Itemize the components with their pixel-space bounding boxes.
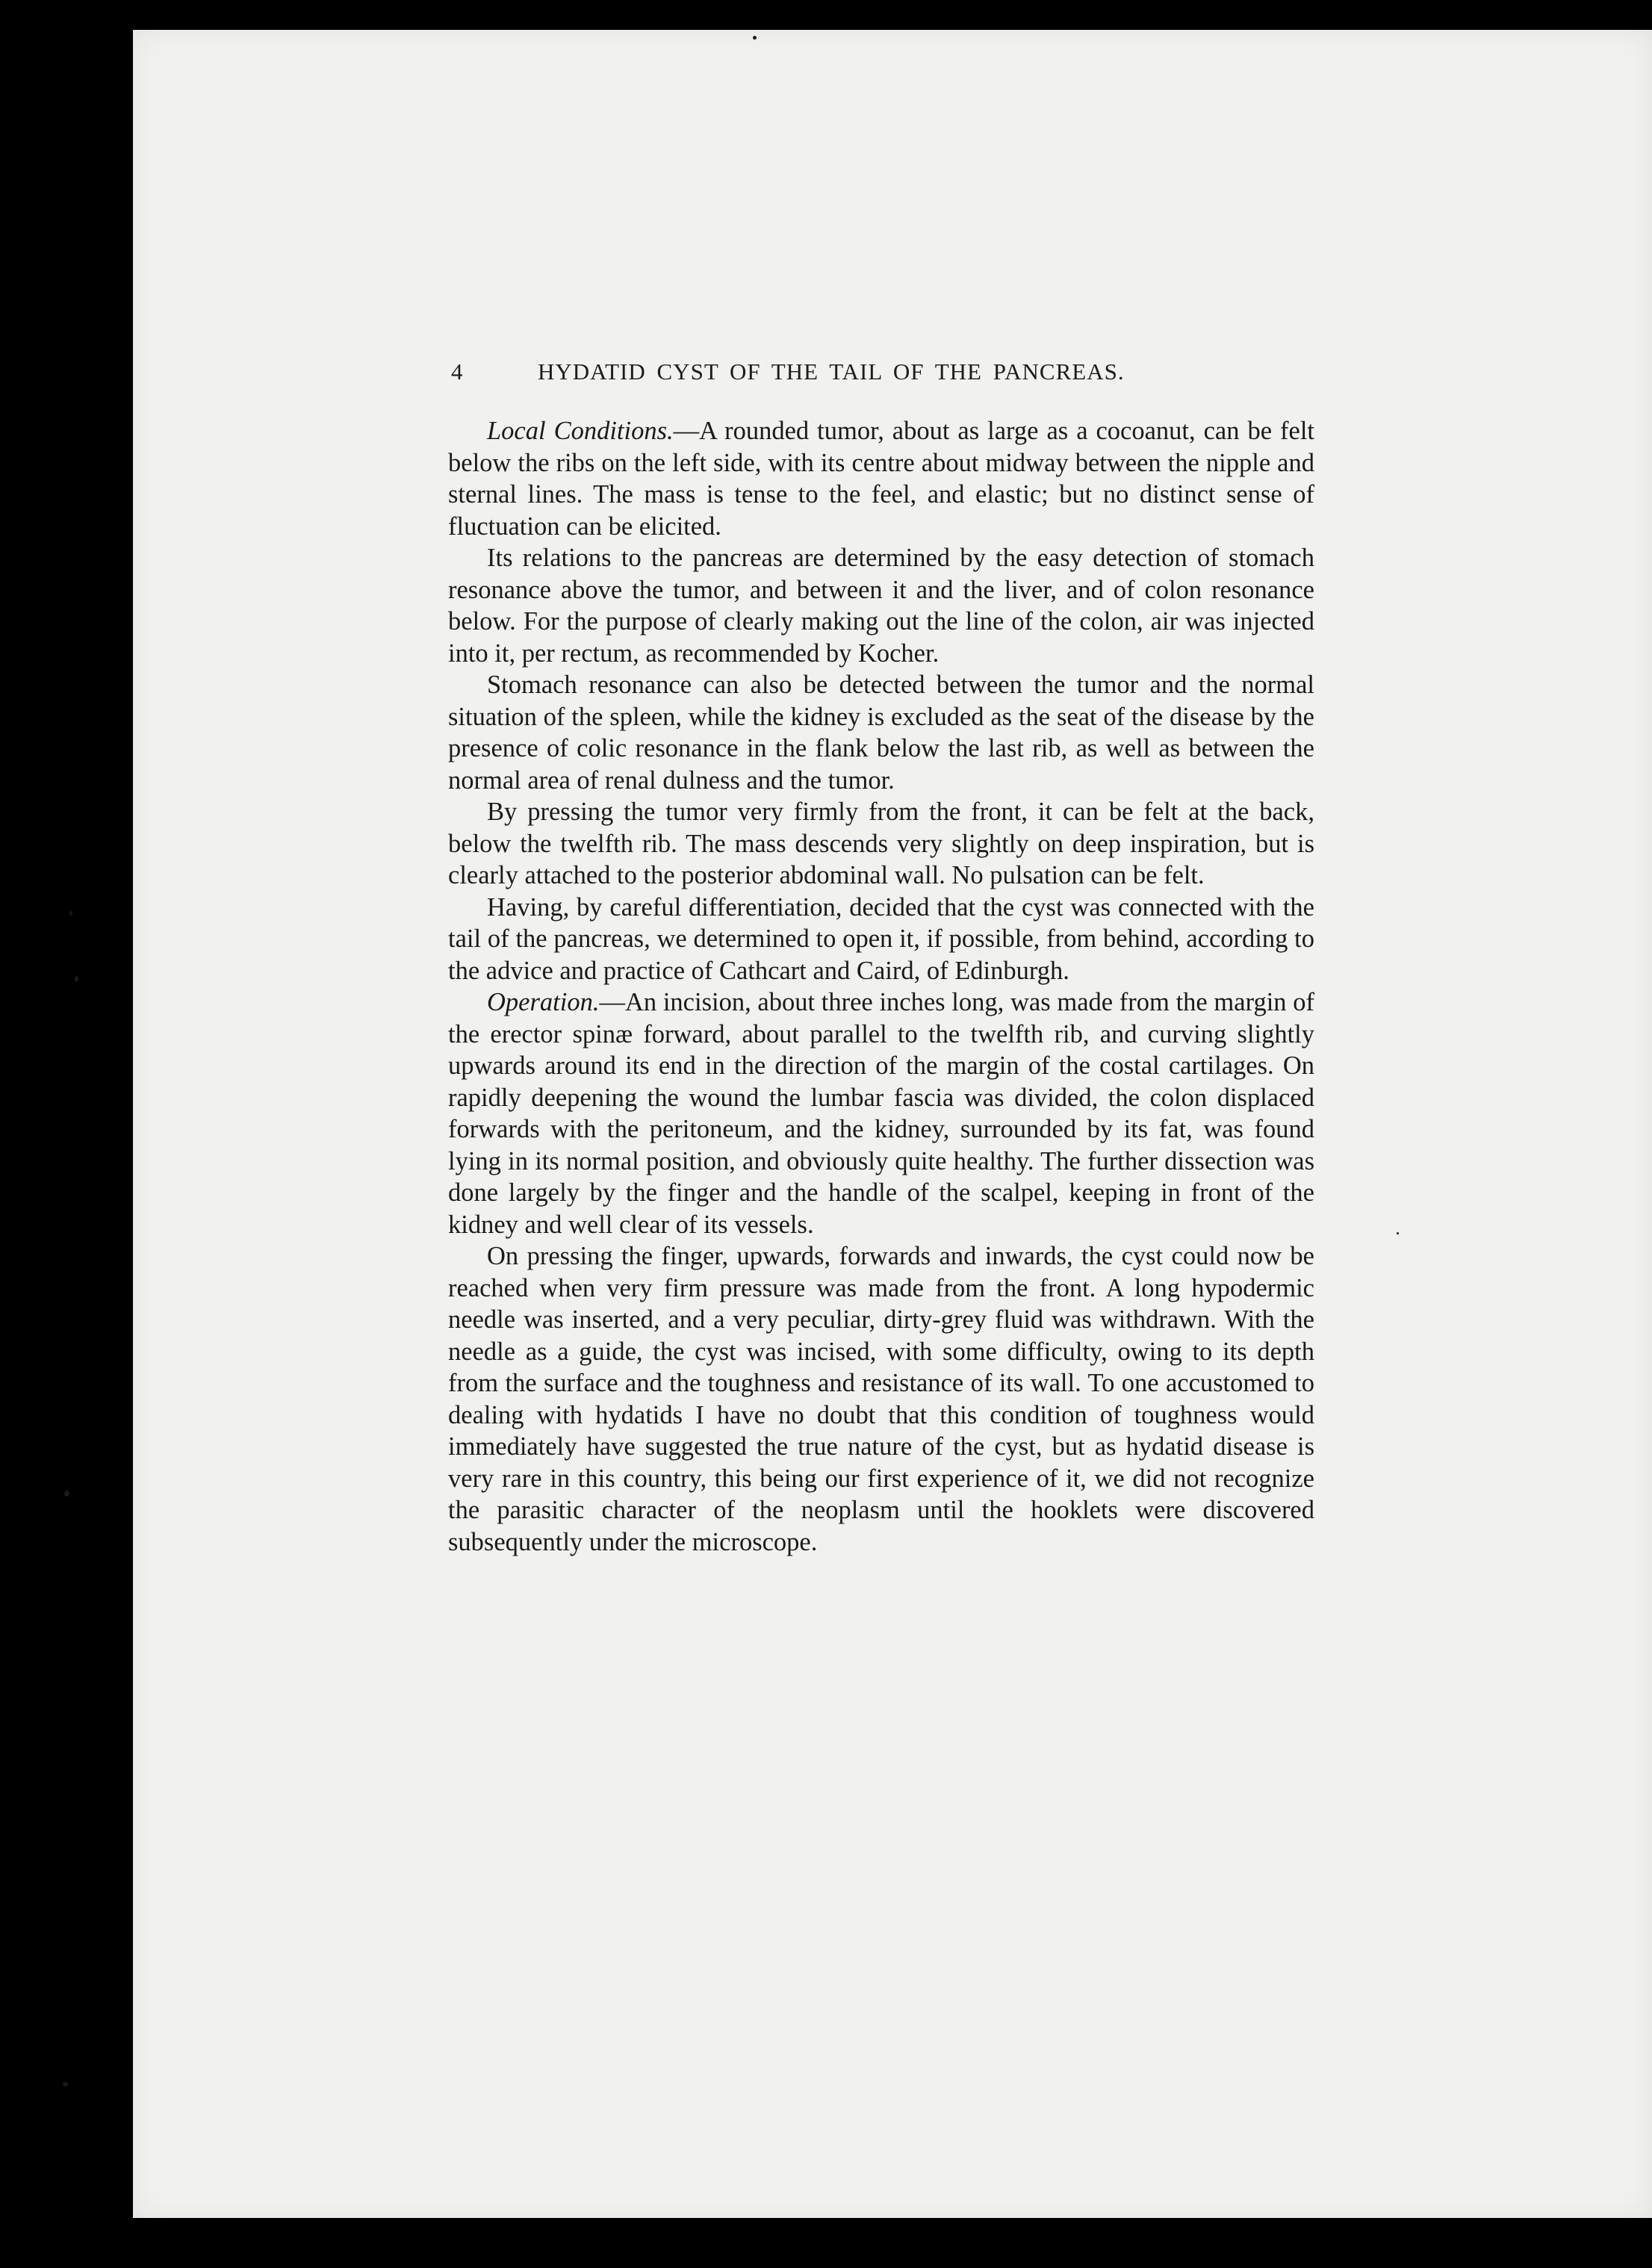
paragraph-text: On pressing the finger, upwards, forwards and inwards, the cyst could now be reached when very firm pressure was made from the front. A long hypodermic needle was inserted, and a very peculiar, dirty-grey fluid was withdrawn. With the needle as a guide, the cyst was incised, with some difficulty, owing to its depth from the surface and the toughness and resistance of its wall. To one accustomed to dealing with hydatids I have no doubt that this condition of toughness would immediately have suggested the true nature of the cyst, but as hydatid disease is very rare in this country, this being our first experience of it, we did not recognize the parasitic character of the neoplasm until the hooklets were discovered subsequently under the microscope. — [448, 1242, 1314, 1556]
scan-speck — [753, 36, 757, 40]
paragraph-text: By pressing the tumor very firmly from the front, it can be felt at the back, below the twelfth rib. The mass descends very slightly on deep inspiration, but is clearly attached to the posterior abdominal wall. No pulsation can be felt. — [448, 798, 1314, 889]
paragraph-palpation — [448, 796, 1314, 892]
paragraph-local-conditions — [448, 415, 1314, 542]
paragraph-text: Its relations to the pancreas are determined by the easy detection of stomach resonance above the tumor, and between it and the liver, and of colon resonance below. For the purpose of clearly making out the line of the colon, air was injected into it, per rectum, as recommended by Kocher. — [448, 544, 1314, 668]
scan-speck — [69, 911, 72, 916]
scan-border-bottom — [0, 2218, 1652, 2268]
article-body — [448, 415, 1314, 1558]
paragraph-text: —An incision, about three inches long, was made from the margin of the erector spinæ forward, about parallel to the twelfth rib, and curving slightly upwards around its end in the direction of the margin of the costal cartilages. On rapidly deepening the wound the lumbar fascia was divided, the colon displaced forwards with the peritoneum, and the kidney, surrounded by its fat, was found lying in its normal position, and obviously quite healthy. The further dissection was done largely by the finger and the handle of the scalpel, keeping in front of the kidney and well clear of its vessels. — [448, 988, 1314, 1239]
paragraph-differentiation — [448, 892, 1314, 987]
scan-speck — [63, 2082, 68, 2087]
running-title: HYDATID CYST OF THE TAIL OF THE PANCREAS. — [538, 358, 1125, 385]
section-heading: Operation. — [487, 988, 600, 1016]
paragraph-text: Having, by careful differentiation, decided that the cyst was connected with the tail of the pancreas, we determined to open it, if possible, from behind, according to the advice and practice of Cathcart and Caird, of Edinburgh. — [448, 892, 1314, 985]
paragraph-operation — [448, 987, 1314, 1240]
paragraph-pancreas-relations — [448, 542, 1314, 669]
scan-speck — [75, 976, 78, 982]
paragraph-cyst-incision — [448, 1240, 1314, 1558]
paragraph-text: —A rounded tumor, about as large as a cocoanut, can be felt below the ribs on the left side, with its centre about midway between the nipple and sternal lines. The mass is tense to the feel, and elastic; but no distinct sense of fluctuation can be elicited. — [448, 417, 1314, 541]
paragraph-stomach-resonance — [448, 669, 1314, 796]
page-number: 4 — [451, 358, 464, 385]
section-heading: Local Conditions. — [487, 417, 674, 445]
scan-speck — [64, 1491, 69, 1497]
scan-speck — [1397, 1232, 1399, 1234]
page-header — [451, 352, 1228, 391]
paragraph-text: Stomach resonance can also be detected between the tumor and the normal situation of the spleen, while the kidney is excluded as the seat of the disease by the presence of colic resonance in the flank below the last rib, as well as between the normal area of renal dulness and the tumor. — [448, 671, 1314, 795]
